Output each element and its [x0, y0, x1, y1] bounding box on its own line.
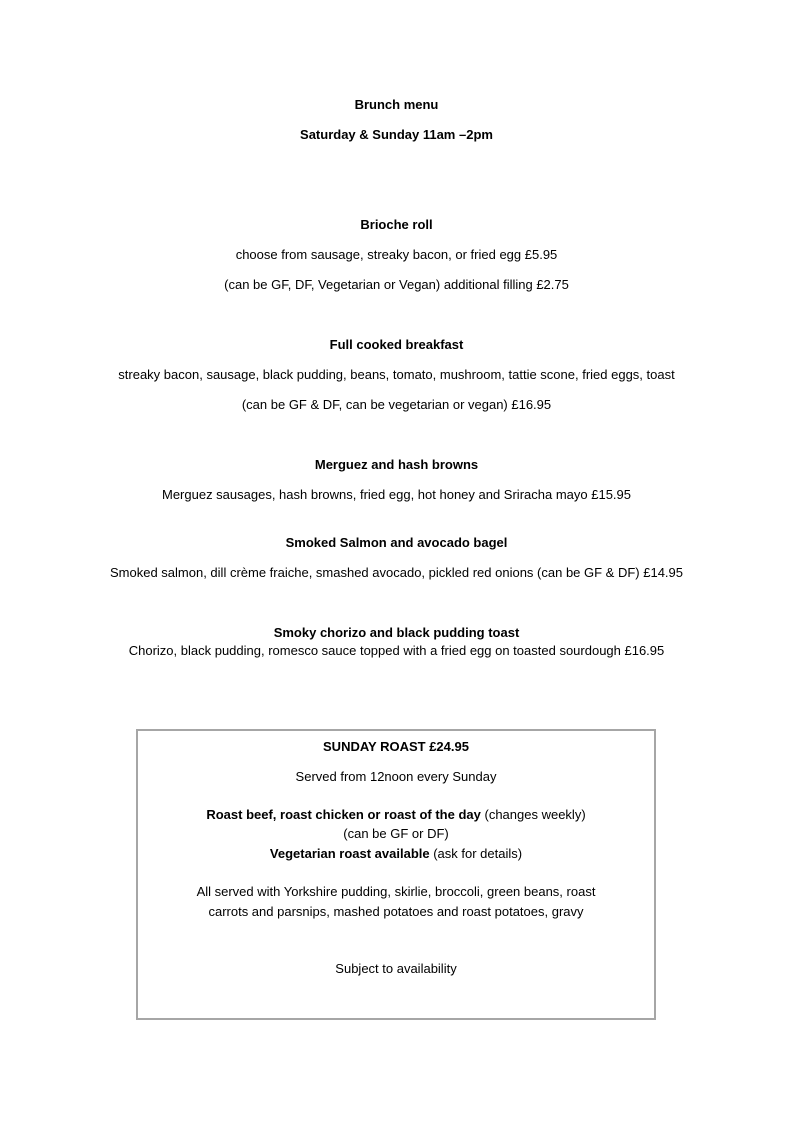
menu-hours: Saturday & Sunday 11am –2pm — [300, 127, 493, 142]
sunday-roast-main-options: Roast beef, roast chicken or roast of the day — [206, 807, 481, 822]
sunday-roast-sides: carrots and parsnips, mashed potatoes and roast potatoes, gravy — [208, 904, 584, 919]
item-description: Smoked salmon, dill crème fraiche, smashed avocado, pickled red onions (can be GF & DF) £14.95 — [110, 565, 683, 580]
item-description: (can be GF, DF, Vegetarian or Vegan) additional filling £2.75 — [224, 277, 569, 292]
sunday-roast-dietary: (can be GF or DF) — [343, 826, 449, 841]
item-name-merguez: Merguez and hash browns — [314, 457, 479, 472]
item-name-full-cooked-breakfast: Full cooked breakfast — [329, 337, 464, 352]
item-description: (can be GF & DF, can be vegetarian or vegan) £16.95 — [241, 397, 552, 412]
vegetarian-roast-label: Vegetarian roast available — [269, 846, 430, 861]
item-description: Merguez sausages, hash browns, fried egg, hot honey and Sriracha mayo £15.95 — [161, 487, 631, 502]
sunday-roast-availability: Subject to availability — [335, 961, 457, 976]
sunday-roast-served: Served from 12noon every Sunday — [295, 769, 497, 784]
sunday-roast-main — [138, 807, 654, 823]
sunday-roast-title: SUNDAY ROAST £24.95 — [323, 739, 469, 754]
item-description: choose from sausage, streaky bacon, or fried egg £5.95 — [235, 247, 558, 262]
item-description: streaky bacon, sausage, black pudding, beans, tomato, mushroom, tattie scone, fried eggs, toast — [118, 367, 675, 382]
sunday-roast-box — [136, 729, 656, 1020]
item-description: Chorizo, black pudding, romesco sauce topped with a fried egg on toasted sourdough £16.95 — [128, 643, 665, 658]
menu-title: Brunch menu — [354, 97, 439, 112]
item-name-brioche-roll: Brioche roll — [360, 217, 433, 232]
sunday-roast-vegetarian — [138, 846, 654, 862]
sunday-roast-main-note: (changes weekly) — [480, 807, 586, 822]
item-name-smoked-salmon-bagel: Smoked Salmon and avocado bagel — [285, 535, 508, 550]
vegetarian-roast-note: (ask for details) — [429, 846, 523, 861]
sunday-roast-sides: All served with Yorkshire pudding, skirlie, broccoli, green beans, roast — [196, 884, 596, 899]
item-name-chorizo-toast: Smoky chorizo and black pudding toast — [273, 625, 520, 640]
